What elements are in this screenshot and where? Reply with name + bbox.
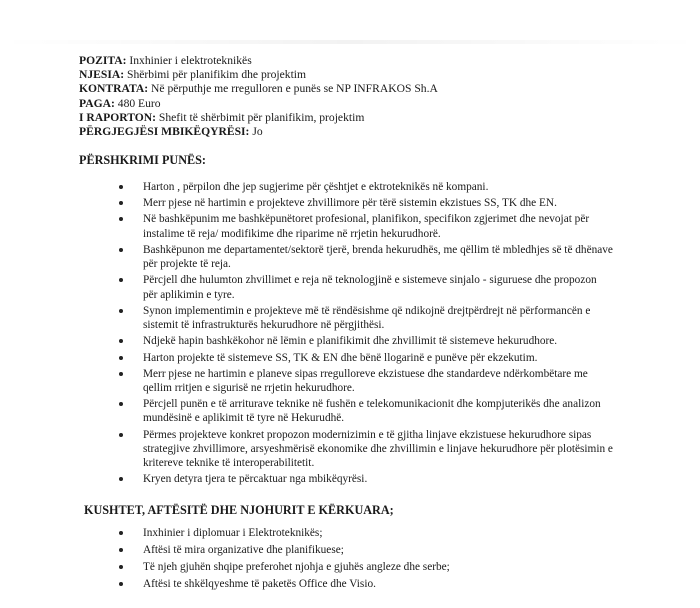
list-item [143,180,613,194]
duty-text: Përcjell punën e të arriturave teknike në fushën e telekomunikacionit dhe kompjuterikës dhe analizon mundësinë e aplikimit të tyre në Hekurudhë. [143,398,601,425]
bullet-icon [119,278,123,282]
list-item [143,212,613,241]
list-item [143,304,613,333]
meta-row-contract [79,82,438,96]
bullet-icon [119,531,123,535]
bullet-icon [119,372,123,376]
duty-text: Merr pjese ne hartimin e planeve sipas rregulloreve ekzistuese dhe standardeve ndërkombëtare me qellim rritjen e sigurisë ne rrjetin hekurudhore. [143,367,588,394]
meta-row-supervision [79,125,438,139]
requirement-text: Inxhinier i diplomuar i Elektroteknikës; [143,527,323,539]
bullet-icon [119,548,123,552]
bullet-icon [119,402,123,406]
requirements-heading: KUSHTET, AFTËSITË DHE NJOHURIT E KËRKUARA; [84,503,394,517]
meta-row-unit [79,68,438,82]
meta-key: I RAPORTON: [79,110,156,124]
list-item [143,334,613,348]
duty-text: Harton , përpilon dhe jep sugjerime për çështjet e ektroteknikës në kompani. [143,181,489,193]
duty-text: Harton projekte të sistemeve SS, TK & EN dhe bënë llogarinë e punëve për ekzekutim. [143,351,538,364]
bullet-icon [119,565,123,569]
bullet-icon [119,248,123,252]
scan-shadow [0,40,700,44]
bullet-icon [119,582,123,586]
duty-text: Kryen detyra tjera te përcaktuar nga mbikëqyrësi. [143,473,368,486]
meta-key: NJESIA: [79,68,125,82]
duties-heading: PËRSHKRIMI PUNËS: [79,153,206,167]
duty-text: Ndjekë hapin bashkëkohor në lëmin e planifikimit dhe zhvillimit të sistemeve hekurudhore. [143,335,558,348]
list-item [143,397,613,426]
meta-key: POZITA: [79,54,127,67]
meta-value: Shërbimi për planifikim dhe projektim [127,68,307,82]
meta-row-reports-to [79,111,438,125]
bullet-icon [119,477,123,481]
meta-key: PËRGJEGJËSI MBIKËQYRËSI: [79,125,250,139]
bullet-icon [119,433,123,437]
list-item [143,351,613,365]
list-item [143,428,613,471]
meta-value: Jo [252,125,263,139]
list-item [143,196,613,210]
job-meta [79,54,438,139]
list-item [143,560,583,574]
duty-text: Përmes projekteve konkret propozon modernizimin e të gjitha linjave ekzistuese hekurudhore sipas strategjive zhvillimore, arsyeshmërisë ekonomike dhe zhvillimin e linjave hekurudhore për plotësimin e kritereve teknike të interoperabilitetit. [143,428,613,470]
list-item [143,367,613,396]
bullet-icon [119,217,123,221]
meta-value: Inxhinier i elektroteknikës [129,54,252,67]
bullet-icon [119,339,123,343]
meta-value: Shefit të shërbimit për planifikim, projektim [158,110,365,124]
bullet-icon [119,185,123,189]
requirement-text: Aftësi te shkëlqyeshme të paketës Office dhe Visio. [143,578,376,591]
meta-key: KONTRATA: [79,82,149,96]
duty-text: Në bashkëpunim me bashkëpunëtoret profesional, planifikon, specifikon zgjerimet dhe nevojat për instalime të reja/ modifikime dhe riparime në rrjetin hekurudhorë. [143,213,590,240]
bullet-icon [119,309,123,313]
list-item [143,243,613,272]
duty-text: Përcjell dhe hulumton zhvillimet e reja në teknologjinë e sistemeve sinjalo - siguruese dhe propozon për aplikimin e tyre. [143,274,597,301]
meta-value: 480 Euro [117,96,161,110]
bullet-icon [119,201,123,205]
requirement-text: Aftësi të mira organizative dhe planifikuese; [143,544,344,557]
list-item [143,472,613,486]
meta-row-position [79,54,438,68]
list-item [143,273,613,302]
duty-text: Bashkëpunon me departamentet/sektorë tjerë, brenda hekurudhës, me qëllim të mbledhjes së të dhënave për projekte të reja. [143,243,613,271]
requirements-list [143,526,583,594]
list-item [143,577,583,591]
meta-row-salary [79,97,438,111]
meta-key: PAGA: [79,96,115,110]
list-item [143,526,583,540]
bullet-icon [119,356,123,360]
meta-value: Në përputhje me rregulloren e punës se NP INFRAKOS Sh.A [151,82,438,96]
requirement-text: Të njeh gjuhën shqipe preferohet njohja e gjuhës angleze dhe serbe; [143,561,450,574]
duty-text: Merr pjese në hartimin e projekteve zhvillimore për tërë sistemin ekzistues SS, TK dhe EN. [143,197,557,210]
duty-text: Synon implementimin e projekteve më të rëndësishme që ndikojnë drejtpërdrejt në përformancën e sistemit të infrastrukturës hekurudhore në përgjithësi. [143,304,591,332]
list-item [143,543,583,557]
duties-list [143,180,613,489]
